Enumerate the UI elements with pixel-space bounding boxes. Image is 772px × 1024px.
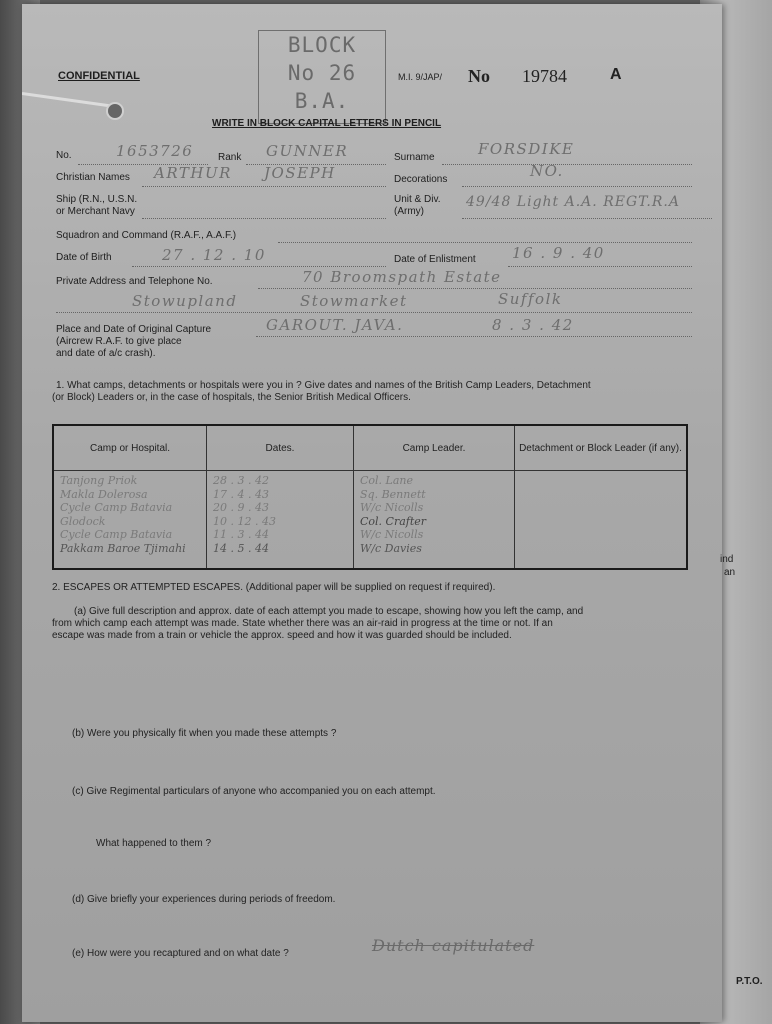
col-camp: Camp or Hospital. [53, 425, 207, 471]
capture-label-2: (Aircrew R.A.F. to give place [56, 336, 182, 347]
capture-date: 8 . 3 . 42 [492, 316, 574, 334]
camp-entry: Tanjong Priok [60, 474, 138, 487]
christian-name-2: JOSEPH [264, 164, 336, 182]
col-detachment: Detachment or Block Leader (if any). [515, 425, 688, 471]
camp-entry: Cycle Camp Batavia [60, 528, 173, 541]
rank-value: GUNNER [266, 142, 349, 160]
address-county: Suffolk [498, 290, 563, 308]
ship-label-1: Ship (R.N., U.S.N. [56, 194, 138, 205]
unit-value: 49/48 Light A.A. REGT.R.A [466, 194, 680, 210]
camp-entry: Glodock [60, 514, 106, 528]
camp-cell [53, 471, 207, 570]
q2a-line-2: from which camp each attempt was made. State whether there was an air-raid in progress at the time or not. If an [52, 618, 553, 629]
q2e-answer: Dutch capitulated [372, 936, 535, 955]
dob-label: Date of Birth [56, 252, 112, 263]
dates-cell [207, 471, 354, 570]
address-town: Stowupland [132, 292, 238, 310]
capture-label-1: Place and Date of Original Capture [56, 324, 212, 335]
leader-entry: W/c Nicolls [360, 501, 424, 514]
leader-entry: Col. Lane [360, 474, 414, 487]
date-entry: 28 . 3 . 42 [213, 474, 269, 487]
stamp-line-1: BLOCK [287, 33, 357, 57]
margin-text-an: an [724, 567, 736, 578]
rank-label: Rank [218, 152, 242, 163]
squadron-label: Squadron and Command (R.A.F., A.A.F.) [56, 230, 237, 241]
document-page [22, 4, 722, 1022]
decorations-label: Decorations [394, 174, 448, 185]
instruction-heading: WRITE IN BLOCK CAPITAL LETTERS IN PENCIL [212, 118, 442, 129]
table-row [53, 471, 687, 570]
q1-line-2: (or Block) Leaders or, in the case of hospitals, the Senior British Medical Officers. [52, 392, 411, 403]
detachment-cell [515, 471, 688, 570]
stamp-line-2: No 26 [287, 61, 357, 85]
unit-label-1: Unit & Div. [394, 194, 441, 205]
serial-number: 19784 [522, 66, 567, 86]
date-entry: 14 . 5 . 44 [213, 541, 269, 555]
form-ref: M.I. 9/JAP/ [398, 72, 443, 82]
q2c: (c) Give Regimental particulars of anyone who accompanied you on each attempt. [72, 786, 436, 797]
no-label: No [468, 66, 490, 86]
decorations-value: NO. [530, 162, 564, 180]
block-stamp [258, 30, 386, 124]
camps-table [52, 424, 688, 570]
date-entry: 11 . 3 . 44 [213, 528, 269, 541]
col-dates: Dates. [207, 425, 354, 471]
pto-label: P.T.O. [736, 976, 763, 987]
christian-name-1: ARTHUR [154, 164, 232, 182]
q2-title: 2. ESCAPES OR ATTEMPTED ESCAPES. (Additional paper will be supplied on request if required). [52, 582, 496, 593]
ship-label-2: or Merchant Navy [56, 206, 135, 217]
margin-text-ind: ind [720, 554, 734, 565]
q2a-line-3: escape was made from a train or vehicle the approx. speed and how it was guarded should be included. [52, 630, 512, 641]
surname-label: Surname [394, 152, 435, 163]
q2d: (d) Give briefly your experiences during periods of freedom. [72, 894, 336, 905]
address-label: Private Address and Telephone No. [56, 276, 213, 287]
confidential-label: CONFIDENTIAL [58, 70, 140, 82]
camp-entry: Pakkam Baroe Tjimahi [60, 541, 186, 555]
leader-entry: W/c Davies [360, 541, 422, 555]
date-entry: 20 . 9 . 43 [213, 501, 269, 514]
serial-suffix: A [610, 66, 622, 83]
address-line-1: 70 Broomspath Estate [302, 268, 502, 286]
q2a-line-1: (a) Give full description and approx. date of each attempt you made to escape, showing how you left the camp, and [74, 606, 584, 617]
camp-entry: Makla Dolerosa [60, 487, 148, 501]
capture-place: GAROUT. JAVA. [266, 316, 404, 334]
leader-entry: Sq. Bennett [360, 487, 426, 501]
unit-label-2: (Army) [394, 206, 424, 217]
q2c-followup: What happened to them ? [96, 838, 212, 849]
leader-cell [354, 471, 515, 570]
surname-value: FORSDIKE [478, 140, 575, 158]
capture-label-3: and date of a/c crash). [56, 348, 156, 359]
enlistment-value: 16 . 9 . 40 [512, 244, 605, 262]
q2e: (e) How were you recaptured and on what date ? [72, 948, 289, 959]
leader-entry: W/c Nicolls [360, 528, 424, 541]
date-entry: 17 . 4 . 43 [213, 487, 269, 501]
no-label-field: No. [56, 150, 72, 161]
enlistment-label: Date of Enlistment [394, 254, 476, 265]
camp-entry: Cycle Camp Batavia [60, 501, 173, 514]
address-city: Stowmarket [300, 292, 408, 310]
christian-names-label: Christian Names [56, 172, 130, 183]
leader-entry: Col. Crafter [360, 514, 427, 528]
col-leader: Camp Leader. [354, 425, 515, 471]
stamp-line-3: B.A. [294, 89, 350, 113]
no-value: 1653726 [116, 142, 194, 160]
date-entry: 10 . 12 . 43 [213, 514, 276, 528]
dob-value: 27 . 12 . 10 [162, 246, 266, 264]
q1-line-1: 1. What camps, detachments or hospitals were you in ? Give dates and names of the British Camp Leaders, Detachment [56, 380, 591, 391]
q2b: (b) Were you physically fit when you made these attempts ? [72, 728, 337, 739]
punch-hole [106, 102, 124, 120]
